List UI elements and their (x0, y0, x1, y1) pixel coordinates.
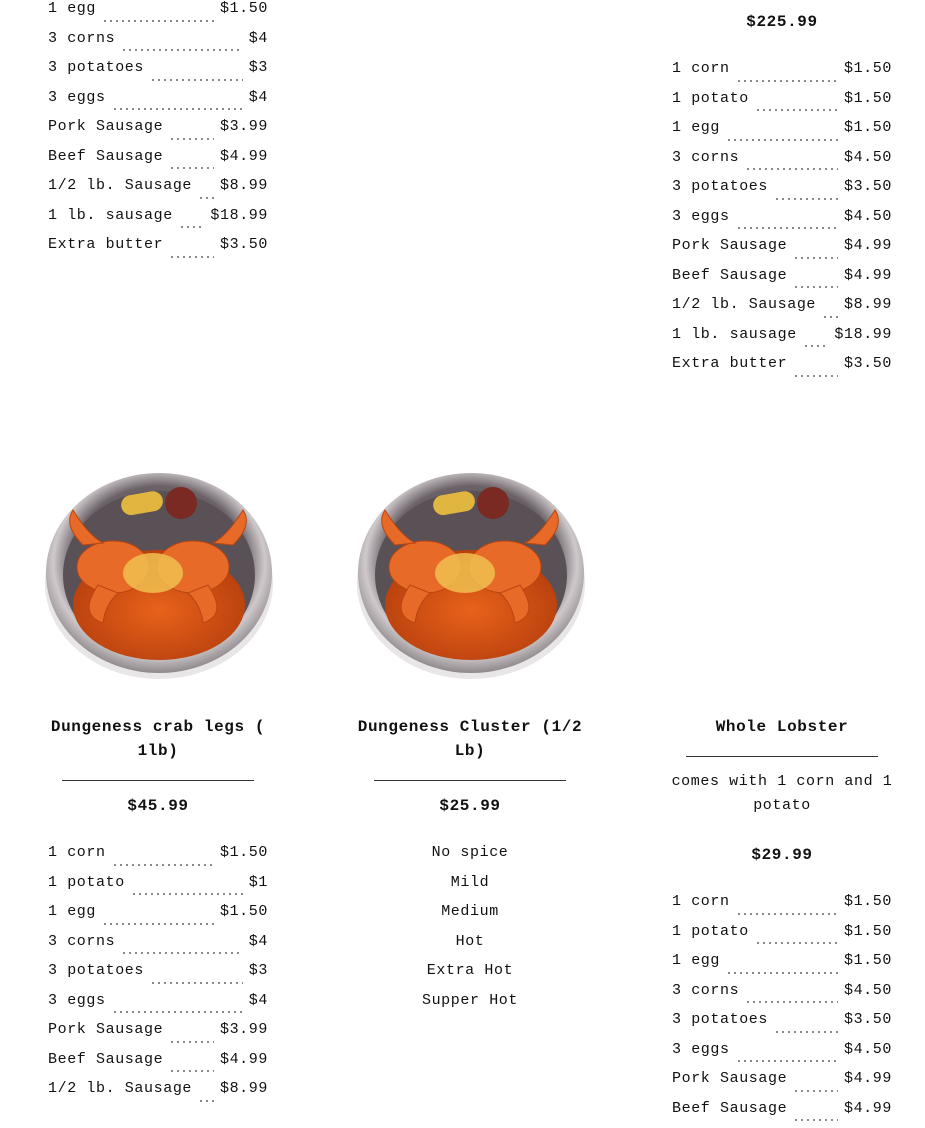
option-price: $18.99 (834, 325, 892, 345)
dot-leader (112, 1010, 243, 1014)
option-row[interactable] (672, 1069, 892, 1099)
spice-level-option[interactable]: Mild (360, 873, 580, 903)
option-label: 3 potatoes (48, 961, 144, 981)
option-price: $3.50 (844, 354, 892, 374)
option-label: 1 egg (672, 118, 720, 138)
dot-leader (198, 1099, 214, 1103)
option-price: $4.50 (844, 148, 892, 168)
dot-leader (198, 196, 214, 200)
option-price: $4 (249, 991, 268, 1011)
option-row[interactable] (48, 176, 268, 206)
option-price: $3 (249, 961, 268, 981)
dot-leader (169, 137, 214, 141)
option-label: Pork Sausage (48, 117, 163, 137)
item-price: $225.99 (672, 11, 892, 33)
dot-leader (121, 48, 243, 52)
dot-leader (121, 951, 243, 955)
option-row[interactable] (48, 932, 268, 962)
option-label: Extra butter (48, 235, 163, 255)
option-price: $1.50 (844, 922, 892, 942)
option-label: 1 egg (672, 951, 720, 971)
option-row[interactable] (672, 236, 892, 266)
dot-leader (793, 285, 838, 289)
option-label: 1 egg (48, 902, 96, 922)
option-price: $4.50 (844, 1040, 892, 1060)
dot-leader (169, 166, 214, 170)
option-row[interactable] (48, 0, 268, 29)
option-price: $1.50 (220, 843, 268, 863)
option-label: 3 corns (672, 148, 739, 168)
option-label: Extra butter (672, 354, 787, 374)
dot-leader (774, 197, 838, 201)
dot-leader (169, 1069, 214, 1073)
option-label: 1 lb. sausage (672, 325, 797, 345)
option-label: 1 corn (48, 843, 106, 863)
dot-leader (822, 315, 838, 319)
dot-leader (736, 912, 838, 916)
option-row[interactable] (672, 148, 892, 178)
option-row[interactable] (672, 325, 892, 355)
option-row[interactable] (48, 1079, 268, 1109)
seafood-boil-image (355, 455, 587, 685)
option-price: $1.50 (844, 118, 892, 138)
option-price: $4.99 (844, 236, 892, 256)
option-row[interactable] (672, 266, 892, 296)
option-row[interactable] (48, 1020, 268, 1050)
option-price: $3.99 (220, 117, 268, 137)
option-label: 3 eggs (48, 88, 106, 108)
dot-leader (736, 1059, 838, 1063)
option-row[interactable] (672, 951, 892, 981)
dot-leader (793, 256, 838, 260)
option-row[interactable] (672, 59, 892, 89)
spice-level-option[interactable]: No spice (360, 843, 580, 873)
option-row[interactable] (48, 843, 268, 873)
option-label: 3 potatoes (672, 1010, 768, 1030)
addon-list (48, 843, 268, 1109)
option-label: 1/2 lb. Sausage (672, 295, 816, 315)
dot-leader (112, 107, 243, 111)
option-label: Pork Sausage (672, 1069, 787, 1089)
option-price: $3.50 (844, 1010, 892, 1030)
option-price: $4 (249, 932, 268, 952)
option-price: $3.99 (220, 1020, 268, 1040)
addon-list (672, 892, 892, 1128)
option-row[interactable] (672, 1010, 892, 1040)
option-price: $1.50 (220, 0, 268, 19)
option-row[interactable] (48, 147, 268, 177)
option-price: $1.50 (844, 951, 892, 971)
option-label: 3 corns (48, 29, 115, 49)
option-row[interactable] (672, 89, 892, 119)
option-label: 1 egg (48, 0, 96, 19)
item-price: $25.99 (360, 795, 580, 817)
option-price: $8.99 (220, 1079, 268, 1099)
option-row[interactable] (672, 1040, 892, 1070)
dot-leader (179, 225, 205, 229)
item-price: $29.99 (672, 844, 892, 866)
addon-list (48, 0, 268, 265)
option-price: $8.99 (844, 295, 892, 315)
option-row[interactable] (672, 922, 892, 952)
dot-leader (150, 78, 243, 82)
option-label: 1 lb. sausage (48, 206, 173, 226)
item-title: Dungeness Cluster (1/2 Lb) (352, 715, 588, 763)
option-row[interactable] (48, 117, 268, 147)
option-row[interactable] (48, 58, 268, 88)
option-label: Beef Sausage (672, 266, 787, 286)
title-divider (374, 780, 566, 781)
option-label: 1 potato (672, 89, 749, 109)
option-row[interactable] (48, 235, 268, 265)
option-price: $4.50 (844, 981, 892, 1001)
option-price: $3.50 (220, 235, 268, 255)
item-price: $45.99 (48, 795, 268, 817)
dot-leader (774, 1030, 838, 1034)
option-label: 3 potatoes (672, 177, 768, 197)
item-title: Dungeness crab legs ( 1lb) (40, 715, 276, 763)
option-label: 1/2 lb. Sausage (48, 1079, 192, 1099)
item-description: comes with 1 corn and 1 potato (668, 770, 896, 818)
option-label: 1 potato (672, 922, 749, 942)
option-price: $4.99 (844, 1069, 892, 1089)
dot-leader (726, 138, 838, 142)
dot-leader (169, 255, 214, 259)
option-price: $4.99 (220, 147, 268, 167)
dish-image (355, 455, 587, 685)
option-label: 1/2 lb. Sausage (48, 176, 192, 196)
dot-leader (755, 108, 838, 112)
title-divider (686, 756, 878, 757)
option-price: $3.50 (844, 177, 892, 197)
option-row[interactable] (672, 981, 892, 1011)
title-divider (62, 780, 254, 781)
option-label: Pork Sausage (48, 1020, 163, 1040)
option-row[interactable] (672, 892, 892, 922)
dot-leader (745, 1000, 838, 1004)
option-price: $4 (249, 29, 268, 49)
dot-leader (102, 19, 214, 23)
option-row[interactable] (48, 991, 268, 1021)
option-price: $4.50 (844, 207, 892, 227)
dot-leader (793, 1118, 838, 1122)
option-row[interactable] (48, 29, 268, 59)
option-row[interactable] (48, 88, 268, 118)
option-row[interactable] (48, 1050, 268, 1080)
option-price: $1.50 (844, 59, 892, 79)
dot-leader (102, 922, 214, 926)
option-row[interactable] (48, 961, 268, 991)
option-label: Beef Sausage (48, 147, 163, 167)
option-label: 1 potato (48, 873, 125, 893)
spice-level-option[interactable]: Extra Hot (360, 961, 580, 991)
dot-leader (131, 892, 243, 896)
spice-level-list (360, 843, 580, 1020)
dot-leader (793, 1089, 838, 1093)
dot-leader (755, 941, 838, 945)
option-row[interactable] (48, 206, 268, 236)
option-price: $3 (249, 58, 268, 78)
dish-image (43, 455, 275, 685)
option-row[interactable] (672, 1099, 892, 1128)
option-price: $4 (249, 88, 268, 108)
item-title: Whole Lobster (672, 715, 892, 739)
seafood-boil-image (43, 455, 275, 685)
option-label: 1 corn (672, 892, 730, 912)
option-row[interactable] (672, 354, 892, 384)
spice-level-option[interactable]: Hot (360, 932, 580, 962)
dot-leader (745, 167, 838, 171)
option-price: $1 (249, 873, 268, 893)
option-label: Beef Sausage (672, 1099, 787, 1119)
option-price: $1.50 (844, 892, 892, 912)
option-row[interactable] (672, 177, 892, 207)
option-price: $4.99 (844, 1099, 892, 1119)
dot-leader (150, 981, 243, 985)
dot-leader (726, 971, 838, 975)
option-label: 3 corns (672, 981, 739, 1001)
option-row[interactable] (672, 118, 892, 148)
option-label: 3 potatoes (48, 58, 144, 78)
dot-leader (803, 344, 829, 348)
dot-leader (736, 226, 838, 230)
dot-leader (736, 79, 838, 83)
option-price: $18.99 (210, 206, 268, 226)
spice-level-option[interactable]: Medium (360, 902, 580, 932)
option-row[interactable] (672, 207, 892, 237)
option-price: $1.50 (220, 902, 268, 922)
option-label: 3 eggs (48, 991, 106, 1011)
option-row[interactable] (672, 295, 892, 325)
option-label: 1 corn (672, 59, 730, 79)
option-label: Beef Sausage (48, 1050, 163, 1070)
option-label: 3 eggs (672, 207, 730, 227)
option-label: 3 eggs (672, 1040, 730, 1060)
dot-leader (112, 863, 214, 867)
dot-leader (793, 374, 838, 378)
option-row[interactable] (48, 902, 268, 932)
addon-list (672, 59, 892, 384)
option-label: 3 corns (48, 932, 115, 952)
option-row[interactable] (48, 873, 268, 903)
option-label: Pork Sausage (672, 236, 787, 256)
spice-level-option[interactable]: Supper Hot (360, 991, 580, 1021)
option-price: $1.50 (844, 89, 892, 109)
option-price: $8.99 (220, 176, 268, 196)
dot-leader (169, 1040, 214, 1044)
option-price: $4.99 (220, 1050, 268, 1070)
option-price: $4.99 (844, 266, 892, 286)
